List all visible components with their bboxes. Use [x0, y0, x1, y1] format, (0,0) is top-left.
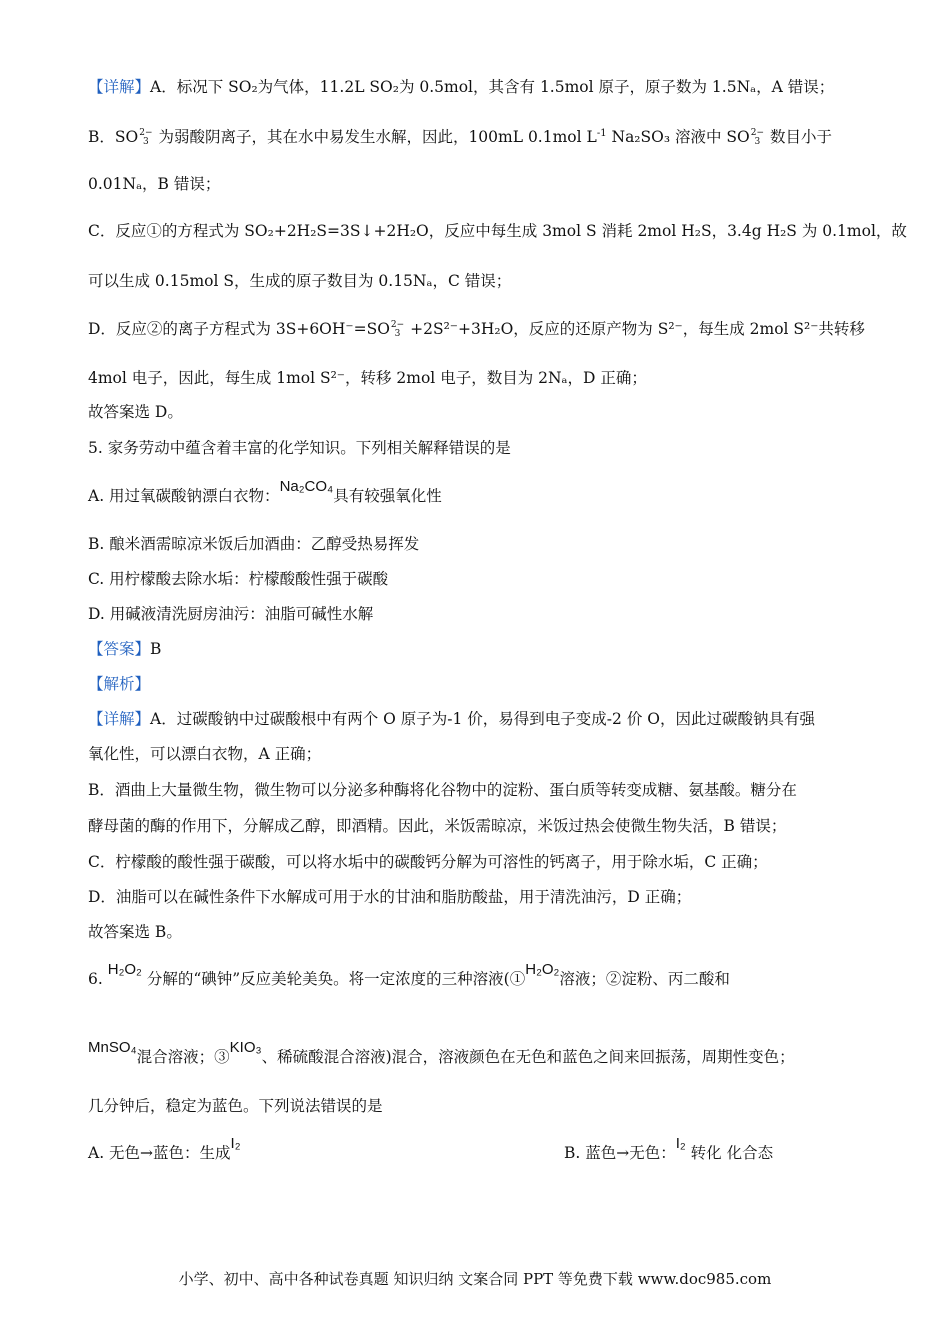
- answer-value: B: [150, 640, 162, 658]
- sulfite-charge: 2− 3: [390, 320, 405, 339]
- question-5-option-d: D. 用碱液清洗厨房油污：油脂可碱性水解: [88, 605, 374, 623]
- formula-na2co4: Na₂CO₄: [279, 478, 334, 495]
- detail-5-line-3: B．酒曲上大量微生物，微生物可以分泌多种酶将化谷物中的淀粉、蛋白质等转变成糖、氨基酸。糖分在: [88, 781, 797, 799]
- detail-5-conclusion: 故答案选 B。: [88, 923, 182, 941]
- detail-tag: 【详解】: [88, 78, 151, 96]
- detail-line-6: D．反应②的离子方程式为 3S+6OH⁻=SO 2− 3 +2S²⁻+3H₂O，反应的还原产物为 S²⁻，每生成 2mol S²⁻共转移: [88, 320, 865, 339]
- question-5-option-c: C. 用柠檬酸去除水垢：柠檬酸酸性强于碳酸: [88, 570, 389, 588]
- detail-5-line-2: 氧化性，可以漂白衣物，A 正确；: [88, 745, 322, 763]
- detail-tag: 【详解】: [88, 710, 151, 728]
- question-6-option-b: B. 蓝色→无色：I₂ 转化 化合态: [564, 1135, 774, 1162]
- detail-5-line-1: 【详解】A．过碳酸钠中过碳酸根中有两个 O 原子为-1 价，易得到电子变成-2 价 O，因此过碳酸钠具有强: [88, 710, 815, 728]
- question-6-line-3: 几分钟后，稳定为蓝色。下列说法错误的是: [88, 1097, 383, 1115]
- formula-mnso4: MnSO₄: [88, 1039, 137, 1056]
- formula-i2: I₂: [230, 1135, 241, 1152]
- question-5-option-a: A. 用过氧碳酸钠漂白衣物：Na₂CO₄具有较强氧化性: [88, 478, 442, 505]
- detail-line-1: 【详解】A．标况下 SO₂为气体，11.2L SO₂为 0.5mol，其含有 1.5mol 原子，原子数为 1.5Nₐ，A 错误；: [88, 78, 835, 96]
- analysis-tag: 【解析】: [88, 675, 151, 693]
- question-5-option-b: B. 酿米酒需晾凉米饭后加酒曲：乙醇受热易挥发: [88, 535, 420, 553]
- answer-tag: 【答案】: [88, 640, 151, 658]
- formula-h2o2: H₂O₂: [107, 961, 142, 978]
- detail-5-line-5: C．柠檬酸的酸性强于碳酸，可以将水垢中的碳酸钙分解为可溶性的钙离子，用于除水垢，C 正确；: [88, 853, 768, 871]
- detail-line-7: 4mol 电子，因此，每生成 1mol S²⁻，转移 2mol 电子，数目为 2Nₐ，D 正确；: [88, 369, 647, 387]
- formula-i2: I₂: [675, 1135, 686, 1152]
- formula-h2o2: H₂O₂: [525, 961, 560, 978]
- page-footer: 小学、初中、高中各种试卷真题 知识归纳 文案合同 PPT 等免费下载 www.doc985.com: [178, 1270, 772, 1288]
- answer-line: [88, 638, 878, 660]
- sulfite-charge: 2− 3: [750, 128, 765, 148]
- sulfite-charge: 2− 3: [139, 128, 153, 148]
- detail-line-4: C．反应①的方程式为 SO₂+2H₂S=3S↓+2H₂O，反应中每生成 3mol S 消耗 2mol H₂S，3.4g H₂S 为 0.1mol，故: [88, 222, 907, 240]
- detail-5-line-4: 酵母菌的酶的作用下，分解成乙醇，即酒精。因此，米饭需晾凉，米饭过热会使微生物失活，B 错误；: [88, 817, 787, 835]
- formula-kio3: KIO₃: [229, 1039, 262, 1056]
- detail-conclusion: 故答案选 D。: [88, 403, 183, 421]
- question-6-line-2: MnSO₄混合溶液；③KIO₃、稀硫酸混合溶液)混合，溶液颜色在无色和蓝色之间来回振荡，周期性变色；: [88, 1039, 795, 1066]
- detail-line-3: 0.01Nₐ，B 错误；: [88, 175, 221, 193]
- question-5-stem: 5. 家务劳动中蕴含着丰富的化学知识。下列相关解释错误的是: [88, 439, 511, 457]
- question-6-options-row: [88, 1135, 878, 1165]
- question-6-option-a: A. 无色→蓝色：生成I₂: [88, 1135, 241, 1162]
- detail-line-2: B．SO 2− 3 为弱酸阴离子，其在水中易发生水解，因此，100mL 0.1mol $L^{-1}$ Na₂SO₃ 溶液中 SO 2− 3 数目小于: [88, 128, 832, 148]
- detail-5-line-6: D．油脂可以在碱性条件下水解成可用于水的甘油和脂肪酸盐，用于清洗油污，D 正确；: [88, 888, 692, 906]
- detail-line-5: 可以生成 0.15mol S，生成的原子数目为 0.15Nₐ，C 错误；: [88, 272, 512, 290]
- question-6-line-1: 6. H₂O₂ 分解的“碘钟”反应美轮美奂。将一定浓度的三种溶液(①H₂O₂溶液；②淀粉、丙二酸和: [88, 961, 730, 988]
